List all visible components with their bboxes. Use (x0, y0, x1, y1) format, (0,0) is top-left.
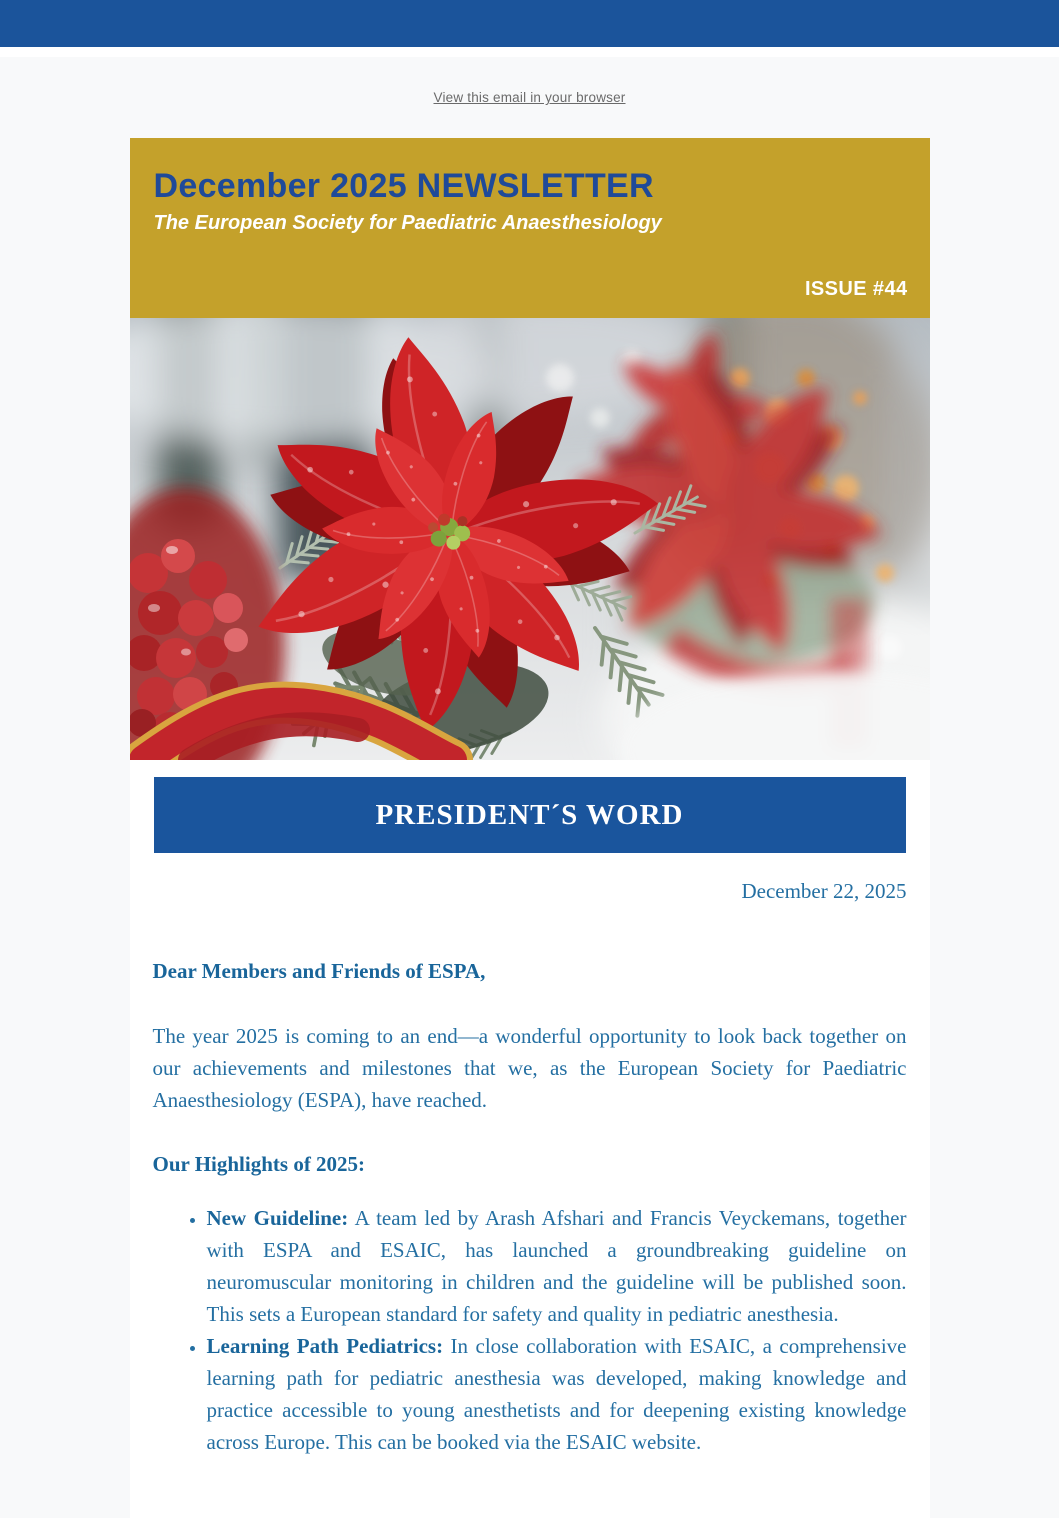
article (130, 875, 930, 1458)
top-bar-gap (0, 47, 1059, 57)
highlight-item-learning-path (207, 1330, 907, 1458)
intro-paragraph: The year 2025 is coming to an end—a wonderful opportunity to look back together on our achievements and milestones that we, as the European Society for Paediatric Anaesthesiology (ESPA), have reached. (152, 1024, 907, 1112)
newsletter-subtitle: The European Society for Paediatric Anaesthesiology (153, 212, 662, 235)
content-section (130, 760, 930, 1518)
poinsettia-winter-photo (130, 318, 930, 760)
highlight-text: In close collaboration with ESAIC, a comprehensive learning path for pediatric anesthesia was developed, making knowledge and practice accessible to young anesthetists and for deepening existing knowledge across Europe. This can be booked via the ESAIC website. (206, 1334, 907, 1454)
email-body-column (130, 138, 930, 1518)
highlight-lead: Learning Path Pediatrics: (206, 1334, 444, 1358)
highlights-list (153, 1202, 907, 1458)
section-title: PRESIDENT´S WORD (375, 798, 684, 831)
highlight-text: A team led by Arash Afshari and Francis Veyckemans, together with ESPA and ESAIC, has launched a groundbreaking guideline on neuromuscular monitoring in children and the guideline will be published soon. This sets a European standard for safety and quality in pediatric anesthesia. (206, 1206, 907, 1326)
highlight-item-new-guideline (207, 1202, 907, 1330)
salutation: Dear Members and Friends of ESPA, (152, 959, 486, 983)
article-date: December 22, 2025 (741, 879, 907, 903)
preheader (0, 57, 1059, 138)
issue-badge: ISSUE #44 (804, 278, 908, 300)
newsletter-title: December 2025 NEWSLETTER (153, 167, 654, 205)
view-in-browser-link[interactable]: View this email in your browser (433, 90, 626, 105)
top-accent-bar (0, 0, 1059, 47)
newsletter-masthead (130, 138, 930, 318)
highlights-heading: Our Highlights of 2025: (152, 1152, 366, 1176)
highlight-lead: New Guideline: (206, 1206, 349, 1230)
presidents-word-banner (154, 777, 906, 853)
hero-image (130, 318, 930, 760)
